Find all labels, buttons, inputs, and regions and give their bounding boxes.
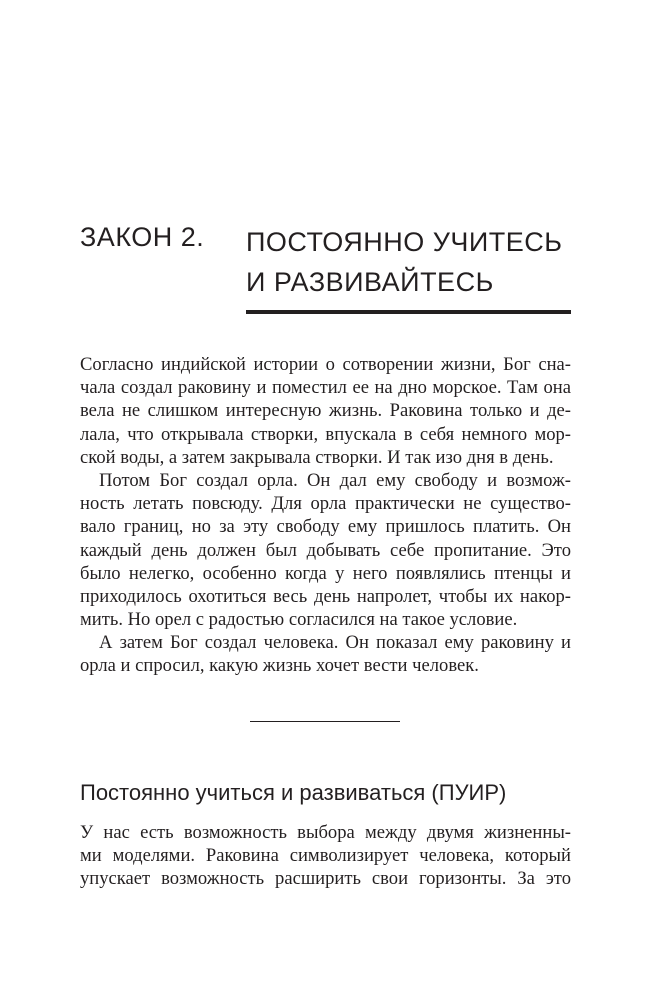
text-line: чала создал раковину и поместил ее на дно морское. Там она [80, 377, 571, 399]
text-line: мить. Но орел с радостью согласился на такое условие. [80, 609, 518, 631]
text-line: вела не слишком интересную жизнь. Раковина только и де- [80, 400, 571, 422]
text-line: Согласно индийской истории о сотворении жизни, Бог сна- [80, 354, 571, 375]
text-line: Потом Бог создал орла. Он дал ему свободу и возмож- [99, 469, 571, 491]
intro-text [80, 353, 571, 678]
section-divider [250, 721, 400, 722]
text-line: ми моделями. Раковина символизирует человека, который [80, 845, 571, 867]
text-line: ность летать повсюду. Для орла практически не существо- [80, 493, 571, 515]
text-line: каждый день должен был добывать себе пропитание. Это [80, 539, 571, 561]
text-line: было нелегко, особенно когда у него появлялись птенцы и [80, 562, 571, 584]
section-text [80, 821, 571, 891]
text-line: ской воды, а затем закрывала створки. И так изо дня в день. [80, 446, 554, 468]
text-line: А затем Бог создал человека. Он показал ему раковину и [99, 632, 571, 654]
chapter-title [246, 222, 576, 302]
chapter-title-line: И РАЗВИВАЙТЕСЬ [246, 267, 494, 297]
text-line: лала, что открывала створки, впускала в себя немного мор- [80, 423, 571, 445]
text-line: орла и спросил, какую жизнь хочет вести человек. [80, 655, 479, 677]
title-underline [246, 310, 571, 314]
text-line: упускает возможность расширить свои горизонты. За это [80, 868, 571, 890]
section-heading: Постоянно учиться и развиваться (ПУИР) [80, 780, 507, 805]
chapter-title-line: ПОСТОЯННО УЧИТЕСЬ [246, 227, 563, 257]
text-line: У нас есть возможность выбора между двумя жизненны- [80, 822, 571, 843]
chapter-label: ЗАКОН 2. [80, 222, 205, 252]
text-line: приходилось охотиться весь день напролет, чтобы их накор- [80, 585, 571, 607]
text-line: вало границ, но за эту свободу ему пришлось платить. Он [80, 516, 571, 538]
